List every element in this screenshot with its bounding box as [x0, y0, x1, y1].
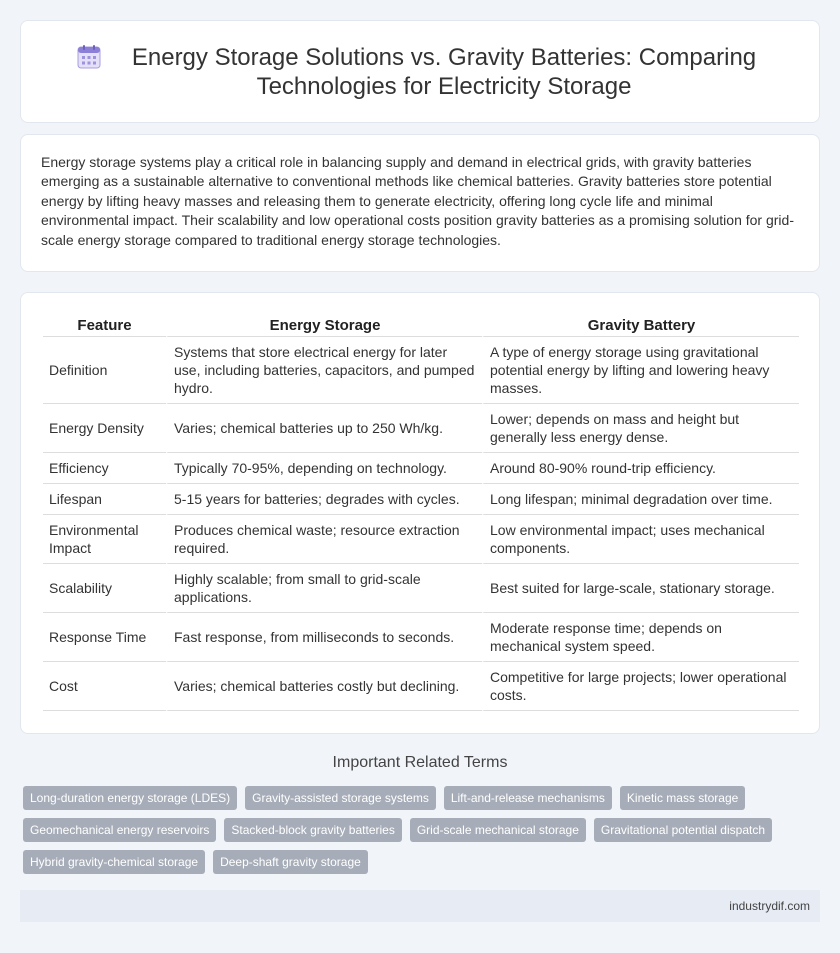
feature-cell: Scalability [43, 564, 166, 613]
energy-storage-cell: Produces chemical waste; resource extraction required. [166, 515, 482, 564]
energy-storage-cell: 5-15 years for batteries; degrades with cycles. [166, 484, 482, 515]
table-row [43, 453, 799, 484]
table-row [43, 613, 799, 662]
related-term-tag[interactable]: Stacked-block gravity batteries [224, 818, 401, 842]
gravity-battery-cell: Lower; depends on mass and height but generally less energy dense. [482, 404, 799, 453]
feature-cell: Lifespan [43, 484, 166, 515]
intro-paragraph: Energy storage systems play a critical role in balancing supply and demand in electrical grids, with gravity batteries emerging as a sustainable alternative to conventional methods like chemical batteries. Gravity batteries store potential energy by lifting heavy masses and releasing them to generate electricity, offering long cycle life and minimal environmental impact. Their scalability and low operational costs position gravity batteries as a promising solution for grid-scale energy storage compared to traditional energy storage technologies. [41, 154, 794, 248]
related-term-tag[interactable]: Long-duration energy storage (LDES) [23, 786, 237, 810]
column-header-energy-storage: Energy Storage [166, 313, 482, 337]
calendar-icon [76, 44, 102, 70]
related-term-tag[interactable]: Deep-shaft gravity storage [213, 850, 368, 874]
footer [20, 890, 820, 922]
related-term-tag[interactable]: Gravity-assisted storage systems [245, 786, 436, 810]
gravity-battery-cell: Best suited for large-scale, stationary storage. [482, 564, 799, 613]
energy-storage-cell: Systems that store electrical energy for later use, including batteries, capacitors, and pumped hydro. [166, 337, 482, 404]
table-row [43, 404, 799, 453]
gravity-battery-cell: Competitive for large projects; lower operational costs. [482, 662, 799, 711]
energy-storage-cell: Highly scalable; from small to grid-scale applications. [166, 564, 482, 613]
page-title: Energy Storage Solutions vs. Gravity Batteries: Comparing Technologies for Electricity Storage [131, 43, 757, 100]
gravity-battery-cell: Moderate response time; depends on mechanical system speed. [482, 613, 799, 662]
related-term-tag[interactable]: Hybrid gravity-chemical storage [23, 850, 205, 874]
energy-storage-cell: Varies; chemical batteries up to 250 Wh/kg. [166, 404, 482, 453]
related-term-tag[interactable]: Geomechanical energy reservoirs [23, 818, 216, 842]
comparison-table-card [20, 292, 820, 734]
related-term-tag[interactable]: Gravitational potential dispatch [594, 818, 772, 842]
related-terms-tags [23, 786, 813, 874]
table-row [43, 337, 799, 404]
related-terms-title: Important Related Terms [332, 754, 508, 771]
table-header-row [43, 313, 799, 337]
feature-cell: Definition [43, 337, 166, 404]
table-row [43, 662, 799, 711]
energy-storage-cell: Typically 70-95%, depending on technology. [166, 453, 482, 484]
related-term-tag[interactable]: Grid-scale mechanical storage [410, 818, 586, 842]
gravity-battery-cell: A type of energy storage using gravitational potential energy by lifting and lowering heavy masses. [482, 337, 799, 404]
feature-cell: Cost [43, 662, 166, 711]
footer-site-link[interactable]: industrydif.com [729, 899, 810, 913]
header-card [20, 20, 820, 123]
column-header-feature: Feature [43, 313, 166, 337]
related-term-tag[interactable]: Kinetic mass storage [620, 786, 745, 810]
feature-cell: Environmental Impact [43, 515, 166, 564]
intro-card [20, 134, 820, 272]
feature-cell: Response Time [43, 613, 166, 662]
table-row [43, 564, 799, 613]
energy-storage-cell: Fast response, from milliseconds to seconds. [166, 613, 482, 662]
table-row [43, 515, 799, 564]
related-term-tag[interactable]: Lift-and-release mechanisms [444, 786, 612, 810]
gravity-battery-cell: Long lifespan; minimal degradation over time. [482, 484, 799, 515]
feature-cell: Efficiency [43, 453, 166, 484]
gravity-battery-cell: Low environmental impact; uses mechanical components. [482, 515, 799, 564]
comparison-table [43, 313, 799, 711]
table-row [43, 484, 799, 515]
column-header-gravity-battery: Gravity Battery [482, 313, 799, 337]
feature-cell: Energy Density [43, 404, 166, 453]
energy-storage-cell: Varies; chemical batteries costly but declining. [166, 662, 482, 711]
gravity-battery-cell: Around 80-90% round-trip efficiency. [482, 453, 799, 484]
